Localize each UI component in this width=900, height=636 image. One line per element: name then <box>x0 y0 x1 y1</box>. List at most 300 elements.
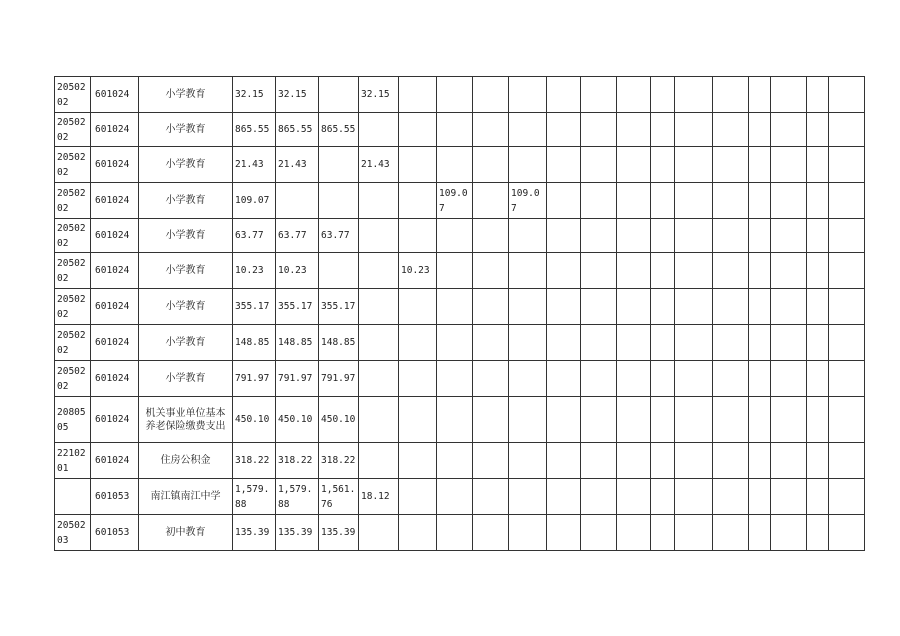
item-name-cell-text: 小学教育 <box>165 373 206 384</box>
amount-cell <box>233 515 276 551</box>
amount-cell <box>319 397 359 443</box>
amount-cell <box>399 479 437 515</box>
amount-cell <box>617 183 651 219</box>
amount-cell <box>771 183 807 219</box>
amount-cell <box>547 219 581 253</box>
amount-cell <box>581 77 617 113</box>
amount-cell <box>276 219 319 253</box>
amount-cell <box>547 77 581 113</box>
amount-cell <box>651 361 675 397</box>
unit-code-cell <box>91 183 139 219</box>
unit-code-cell-text: 601024 <box>95 373 130 384</box>
amount-cell <box>473 219 509 253</box>
amount-cell <box>581 253 617 289</box>
amount-cell <box>319 113 359 147</box>
table-row <box>55 147 865 183</box>
amount-cell <box>771 325 807 361</box>
amount-cell <box>651 253 675 289</box>
amount-cell <box>399 515 437 551</box>
amount-cell <box>713 289 749 325</box>
function-code-cell <box>55 147 91 183</box>
amount-cell <box>581 361 617 397</box>
amount-cell <box>675 183 713 219</box>
amount-cell <box>675 479 713 515</box>
amount-cell <box>617 397 651 443</box>
amount-cell <box>276 325 319 361</box>
item-name-cell <box>139 325 233 361</box>
item-name-cell <box>139 515 233 551</box>
amount-cell <box>233 397 276 443</box>
unit-code-cell <box>91 253 139 289</box>
amount-cell <box>276 479 319 515</box>
amount-cell <box>319 443 359 479</box>
amount-cell <box>509 219 547 253</box>
amount-cell <box>399 183 437 219</box>
amount-cell-text: 109.07 <box>235 195 270 206</box>
amount-cell <box>617 325 651 361</box>
amount-cell-text: 109.07 <box>439 187 468 214</box>
amount-cell <box>675 253 713 289</box>
amount-cell <box>437 183 473 219</box>
amount-cell <box>547 113 581 147</box>
amount-cell <box>319 479 359 515</box>
amount-cell-text: 21.43 <box>361 159 390 170</box>
unit-code-cell <box>91 515 139 551</box>
unit-code-cell <box>91 147 139 183</box>
amount-cell <box>675 361 713 397</box>
unit-code-cell-text: 601053 <box>95 491 130 502</box>
amount-cell <box>437 397 473 443</box>
amount-cell <box>807 479 829 515</box>
amount-cell-text: 32.15 <box>361 89 390 100</box>
amount-cell <box>713 325 749 361</box>
amount-cell <box>749 361 771 397</box>
item-name-cell <box>139 219 233 253</box>
amount-cell <box>771 479 807 515</box>
amount-cell <box>617 479 651 515</box>
amount-cell <box>617 515 651 551</box>
item-name-cell-text: 南江镇南江中学 <box>150 491 221 502</box>
amount-cell <box>276 147 319 183</box>
amount-cell-text: 10.23 <box>401 265 430 276</box>
amount-cell <box>233 479 276 515</box>
amount-cell <box>807 147 829 183</box>
amount-cell <box>359 147 399 183</box>
amount-cell <box>807 253 829 289</box>
amount-cell <box>829 397 865 443</box>
amount-cell <box>829 219 865 253</box>
amount-cell <box>807 219 829 253</box>
amount-cell <box>807 289 829 325</box>
table-row <box>55 219 865 253</box>
unit-code-cell <box>91 219 139 253</box>
item-name-cell <box>139 479 233 515</box>
amount-cell <box>509 113 547 147</box>
item-name-cell <box>139 397 233 443</box>
amount-cell <box>473 289 509 325</box>
function-code-cell-text: 2210201 <box>57 447 86 474</box>
amount-cell <box>713 443 749 479</box>
item-name-cell <box>139 361 233 397</box>
amount-cell <box>547 443 581 479</box>
amount-cell <box>771 77 807 113</box>
function-code-cell-text: 2050202 <box>57 293 86 320</box>
amount-cell <box>749 479 771 515</box>
table-row <box>55 397 865 443</box>
amount-cell <box>359 443 399 479</box>
item-name-cell-text: 住房公积金 <box>160 455 211 466</box>
amount-cell <box>713 515 749 551</box>
unit-code-cell-text: 601024 <box>95 455 130 466</box>
amount-cell <box>473 515 509 551</box>
table-row <box>55 325 865 361</box>
amount-cell-text: 18.12 <box>361 491 390 502</box>
item-name-cell <box>139 289 233 325</box>
amount-cell <box>617 219 651 253</box>
amount-cell <box>713 397 749 443</box>
unit-code-cell-text: 601024 <box>95 230 130 241</box>
amount-cell <box>749 113 771 147</box>
amount-cell <box>359 515 399 551</box>
unit-code-cell <box>91 325 139 361</box>
amount-cell <box>807 113 829 147</box>
amount-cell <box>276 183 319 219</box>
amount-cell <box>651 397 675 443</box>
table-row <box>55 479 865 515</box>
unit-code-cell <box>91 77 139 113</box>
amount-cell <box>509 183 547 219</box>
amount-cell <box>509 397 547 443</box>
amount-cell <box>749 219 771 253</box>
amount-cell <box>276 77 319 113</box>
amount-cell <box>276 361 319 397</box>
function-code-cell <box>55 443 91 479</box>
amount-cell <box>359 77 399 113</box>
amount-cell <box>617 253 651 289</box>
function-code-cell <box>55 325 91 361</box>
item-name-cell-text: 小学教育 <box>165 195 206 206</box>
function-code-cell-text: 2050202 <box>57 222 86 249</box>
function-code-cell <box>55 397 91 443</box>
amount-cell <box>509 515 547 551</box>
item-name-cell <box>139 113 233 147</box>
amount-cell-text: 791.97 <box>321 373 356 384</box>
unit-code-cell <box>91 361 139 397</box>
amount-cell <box>617 289 651 325</box>
unit-code-cell-text: 601053 <box>95 527 130 538</box>
amount-cell-text: 63.77 <box>235 230 264 241</box>
amount-cell <box>399 325 437 361</box>
table-row <box>55 515 865 551</box>
amount-cell <box>359 113 399 147</box>
item-name-cell <box>139 183 233 219</box>
unit-code-cell-text: 601024 <box>95 124 130 135</box>
amount-cell <box>651 479 675 515</box>
amount-cell <box>359 479 399 515</box>
function-code-cell <box>55 361 91 397</box>
amount-cell <box>547 361 581 397</box>
amount-cell <box>713 113 749 147</box>
amount-cell <box>473 147 509 183</box>
amount-cell <box>771 361 807 397</box>
unit-code-cell-text: 601024 <box>95 337 130 348</box>
amount-cell <box>473 361 509 397</box>
amount-cell-text: 355.17 <box>278 301 313 312</box>
amount-cell-text: 148.85 <box>321 337 356 348</box>
amount-cell <box>233 147 276 183</box>
function-code-cell-text: 2050203 <box>57 519 86 546</box>
function-code-cell-text: 2050202 <box>57 187 86 214</box>
amount-cell <box>359 253 399 289</box>
amount-cell <box>829 515 865 551</box>
amount-cell <box>749 183 771 219</box>
item-name-cell-text: 小学教育 <box>165 337 206 348</box>
amount-cell <box>651 289 675 325</box>
item-name-cell-text: 小学教育 <box>165 89 206 100</box>
amount-cell <box>276 113 319 147</box>
amount-cell <box>319 325 359 361</box>
amount-cell <box>547 479 581 515</box>
amount-cell <box>617 77 651 113</box>
amount-cell <box>771 443 807 479</box>
amount-cell <box>359 397 399 443</box>
item-name-cell-text: 小学教育 <box>165 159 206 170</box>
amount-cell <box>651 515 675 551</box>
amount-cell <box>437 77 473 113</box>
amount-cell <box>749 325 771 361</box>
amount-cell <box>675 443 713 479</box>
function-code-cell <box>55 77 91 113</box>
amount-cell <box>547 397 581 443</box>
amount-cell <box>399 147 437 183</box>
amount-cell <box>829 479 865 515</box>
amount-cell <box>581 325 617 361</box>
amount-cell <box>473 397 509 443</box>
amount-cell <box>749 289 771 325</box>
amount-cell <box>807 361 829 397</box>
item-name-cell-text: 小学教育 <box>165 124 206 135</box>
amount-cell <box>771 289 807 325</box>
table-row <box>55 183 865 219</box>
amount-cell <box>359 183 399 219</box>
amount-cell <box>581 219 617 253</box>
item-name-cell-text: 小学教育 <box>165 301 206 312</box>
amount-cell <box>713 183 749 219</box>
amount-cell <box>547 183 581 219</box>
amount-cell <box>276 397 319 443</box>
amount-cell <box>675 289 713 325</box>
budget-table <box>54 76 865 551</box>
amount-cell <box>675 113 713 147</box>
unit-code-cell-text: 601024 <box>95 265 130 276</box>
amount-cell-text: 135.39 <box>321 527 356 538</box>
table-row <box>55 289 865 325</box>
amount-cell <box>509 289 547 325</box>
item-name-cell-text: 初中教育 <box>165 527 206 538</box>
amount-cell-text: 791.97 <box>278 373 313 384</box>
item-name-cell <box>139 147 233 183</box>
amount-cell <box>617 443 651 479</box>
amount-cell <box>581 183 617 219</box>
amount-cell <box>437 515 473 551</box>
amount-cell <box>749 77 771 113</box>
amount-cell <box>713 253 749 289</box>
amount-cell <box>473 443 509 479</box>
amount-cell <box>399 77 437 113</box>
amount-cell <box>581 443 617 479</box>
function-code-cell-text: 2050202 <box>57 257 86 284</box>
amount-cell-text: 450.10 <box>321 414 356 425</box>
amount-cell <box>581 113 617 147</box>
unit-code-cell <box>91 479 139 515</box>
unit-code-cell-text: 601024 <box>95 89 130 100</box>
amount-cell-text: 21.43 <box>235 159 264 170</box>
amount-cell <box>651 77 675 113</box>
amount-cell-text: 32.15 <box>278 89 307 100</box>
amount-cell <box>399 289 437 325</box>
amount-cell-text: 148.85 <box>278 337 313 348</box>
amount-cell <box>829 443 865 479</box>
amount-cell <box>581 515 617 551</box>
amount-cell <box>829 183 865 219</box>
amount-cell-text: 318.22 <box>321 455 356 466</box>
amount-cell <box>807 325 829 361</box>
amount-cell <box>473 253 509 289</box>
amount-cell <box>675 515 713 551</box>
amount-cell <box>651 147 675 183</box>
function-code-cell <box>55 515 91 551</box>
amount-cell <box>437 479 473 515</box>
amount-cell <box>675 219 713 253</box>
amount-cell <box>675 147 713 183</box>
function-code-cell-text: 2050202 <box>57 365 86 392</box>
amount-cell-text: 135.39 <box>235 527 270 538</box>
amount-cell <box>675 77 713 113</box>
amount-cell <box>547 515 581 551</box>
unit-code-cell-text: 601024 <box>95 195 130 206</box>
table-body <box>55 77 865 551</box>
amount-cell <box>749 515 771 551</box>
function-code-cell-text: 2050202 <box>57 116 86 143</box>
amount-cell <box>359 289 399 325</box>
function-code-cell <box>55 219 91 253</box>
amount-cell-text: 32.15 <box>235 89 264 100</box>
amount-cell <box>359 361 399 397</box>
amount-cell <box>359 219 399 253</box>
amount-cell <box>713 77 749 113</box>
amount-cell <box>509 77 547 113</box>
amount-cell <box>771 219 807 253</box>
table-row <box>55 77 865 113</box>
amount-cell <box>807 77 829 113</box>
amount-cell <box>437 443 473 479</box>
amount-cell <box>829 289 865 325</box>
amount-cell <box>473 113 509 147</box>
amount-cell <box>713 361 749 397</box>
amount-cell <box>233 325 276 361</box>
unit-code-cell <box>91 113 139 147</box>
amount-cell <box>547 325 581 361</box>
amount-cell-text: 450.10 <box>235 414 270 425</box>
function-code-cell-text: 2050202 <box>57 329 86 356</box>
amount-cell-text: 1,579.88 <box>278 483 313 510</box>
amount-cell <box>319 253 359 289</box>
amount-cell <box>359 325 399 361</box>
amount-cell <box>437 253 473 289</box>
amount-cell <box>829 361 865 397</box>
amount-cell <box>399 361 437 397</box>
amount-cell-text: 791.97 <box>235 373 270 384</box>
amount-cell <box>771 113 807 147</box>
amount-cell <box>437 325 473 361</box>
function-code-cell <box>55 479 91 515</box>
amount-cell <box>675 397 713 443</box>
amount-cell <box>547 253 581 289</box>
item-name-cell-text: 小学教育 <box>165 265 206 276</box>
amount-cell <box>399 253 437 289</box>
amount-cell <box>749 253 771 289</box>
amount-cell <box>651 219 675 253</box>
amount-cell <box>233 77 276 113</box>
amount-cell <box>276 289 319 325</box>
table-row <box>55 113 865 147</box>
amount-cell <box>399 113 437 147</box>
amount-cell <box>399 397 437 443</box>
amount-cell <box>437 361 473 397</box>
amount-cell-text: 865.55 <box>235 124 270 135</box>
amount-cell <box>509 361 547 397</box>
unit-code-cell-text: 601024 <box>95 301 130 312</box>
amount-cell <box>319 77 359 113</box>
amount-cell-text: 318.22 <box>278 455 313 466</box>
function-code-cell <box>55 113 91 147</box>
amount-cell <box>319 147 359 183</box>
amount-cell <box>807 515 829 551</box>
amount-cell <box>581 289 617 325</box>
function-code-cell <box>55 289 91 325</box>
amount-cell <box>617 147 651 183</box>
amount-cell <box>437 113 473 147</box>
amount-cell <box>675 325 713 361</box>
amount-cell <box>437 147 473 183</box>
amount-cell-text: 1,561.76 <box>321 483 356 510</box>
amount-cell <box>829 253 865 289</box>
amount-cell <box>749 443 771 479</box>
amount-cell <box>509 479 547 515</box>
unit-code-cell-text: 601024 <box>95 159 130 170</box>
amount-cell <box>473 183 509 219</box>
amount-cell-text: 450.10 <box>278 414 313 425</box>
amount-cell <box>437 219 473 253</box>
item-name-cell <box>139 253 233 289</box>
amount-cell <box>276 515 319 551</box>
amount-cell <box>509 147 547 183</box>
amount-cell <box>233 253 276 289</box>
unit-code-cell <box>91 289 139 325</box>
unit-code-cell <box>91 443 139 479</box>
unit-code-cell <box>91 397 139 443</box>
table-row <box>55 253 865 289</box>
amount-cell <box>829 325 865 361</box>
amount-cell <box>233 219 276 253</box>
amount-cell <box>807 397 829 443</box>
amount-cell <box>276 253 319 289</box>
amount-cell <box>771 397 807 443</box>
amount-cell <box>399 443 437 479</box>
amount-cell <box>829 147 865 183</box>
amount-cell <box>233 289 276 325</box>
amount-cell <box>319 289 359 325</box>
